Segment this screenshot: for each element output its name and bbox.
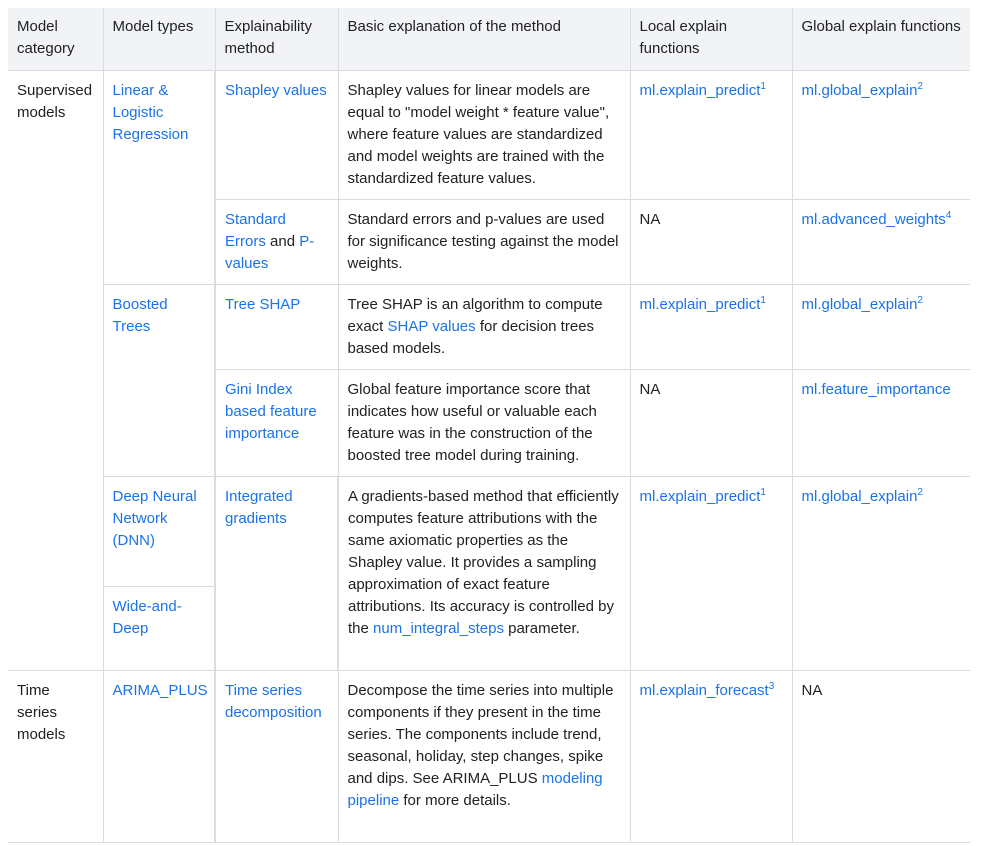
method-cell (215, 200, 338, 285)
explain-forecast-link[interactable]: ml.explain_forecast (639, 682, 769, 699)
global-fn-na: NA (792, 671, 970, 843)
header-basic-explanation: Basic explanation of the method (338, 8, 630, 71)
header-local-explain: Local explain functions (630, 8, 792, 71)
footnote-ref[interactable]: 2 (917, 487, 923, 498)
shap-values-link[interactable]: SHAP values (387, 318, 476, 335)
model-type-linear-link[interactable]: Linear & Logistic Regression (112, 82, 189, 143)
explanation-shapley: Shapley values for linear models are equal to "model weight * feature value", where feature values are standardized and model weights are trained with the standardized feature values. (338, 71, 630, 200)
model-type-cell (103, 587, 215, 671)
model-type-cell (103, 477, 215, 587)
method-cell (215, 285, 338, 370)
method-gini-link[interactable]: Gini Index based feature importance (225, 381, 317, 442)
category-time-series: Time series models (8, 671, 103, 843)
footnote-ref[interactable]: 1 (760, 487, 766, 498)
local-fn-na: NA (630, 200, 792, 285)
method-cell (215, 71, 338, 200)
header-explainability-method: Explainability method (215, 8, 338, 71)
explanation-tree-shap (338, 285, 630, 370)
footnote-ref[interactable]: 2 (917, 81, 923, 92)
local-fn-cell (630, 671, 792, 843)
global-explain-link[interactable]: ml.global_explain (801, 82, 918, 99)
explanation-text: Tree SHAP is an algorithm to compute exact (347, 296, 603, 335)
table-row (8, 71, 970, 200)
feature-importance-link[interactable]: ml.feature_importance (801, 381, 951, 398)
table-row (8, 671, 970, 843)
model-type-cell (103, 71, 215, 285)
explanation-text: for more details. (403, 792, 511, 809)
method-shapley-link[interactable]: Shapley values (225, 82, 327, 99)
explanation-text: parameter. (508, 620, 580, 637)
method-pvalues-link[interactable]: P-values (225, 233, 315, 272)
and-text: and (270, 233, 296, 250)
explanation-std-errors: Standard errors and p-values are used for significance testing against the model weights. (338, 200, 630, 285)
method-std-errors-link[interactable]: Standard Errors (225, 211, 286, 250)
method-ts-decomp-link[interactable]: Time series decomposition (225, 682, 322, 721)
explain-predict-link[interactable]: ml.explain_predict (639, 82, 761, 99)
explanation-text: Decompose the time series into multiple components if they present in the time series. The components include trend, seasonal, holiday, step changes, spike and dips. See ARIMA_PLUS (347, 682, 614, 787)
global-fn-cell (792, 71, 970, 200)
method-tree-shap-link[interactable]: Tree SHAP (225, 296, 301, 313)
footnote-ref[interactable]: 4 (945, 210, 952, 221)
explanation-text: A gradients-based method that efficiently computes feature attributions with the same axiomatic properties as the Shapley value. It provides a sampling approximation of exact feature attributions. Its accuracy is controlled by the (348, 488, 619, 637)
num-integral-steps-link[interactable]: num_integral_steps (373, 620, 504, 637)
global-explain-link[interactable]: ml.global_explain (801, 296, 918, 313)
model-type-arima-link[interactable]: ARIMA_PLUS (112, 682, 208, 699)
model-type-cell (103, 285, 215, 477)
header-row (8, 8, 970, 71)
footnote-ref[interactable]: 2 (917, 295, 923, 306)
footnote-ref[interactable]: 3 (768, 681, 775, 692)
method-cell (215, 477, 338, 671)
model-type-dnn-link[interactable]: Deep Neural Network (DNN) (112, 488, 197, 549)
header-model-category: Model category (8, 8, 103, 71)
local-fn-na: NA (630, 370, 792, 477)
global-explain-link[interactable]: ml.global_explain (801, 488, 918, 505)
explanation-integrated (338, 477, 630, 671)
local-fn-cell (630, 285, 792, 370)
explanation-text: for decision trees based models. (347, 318, 595, 357)
global-fn-cell (792, 370, 970, 477)
local-fn-cell (630, 477, 792, 671)
model-type-cell (103, 671, 215, 843)
category-supervised: Supervised models (8, 71, 103, 671)
explainability-table (8, 8, 970, 843)
explain-predict-link[interactable]: ml.explain_predict (639, 488, 761, 505)
model-type-boosted-link[interactable]: Boosted Trees (112, 296, 168, 335)
local-fn-cell (630, 71, 792, 200)
table-row (8, 477, 970, 587)
table-row (8, 285, 970, 370)
header-global-explain: Global explain functions (792, 8, 970, 71)
modeling-pipeline-link[interactable]: modeling pipeline (347, 770, 603, 809)
header-model-types: Model types (103, 8, 215, 71)
method-cell (215, 370, 338, 477)
method-integrated-link[interactable]: Integrated gradients (225, 488, 293, 527)
advanced-weights-link[interactable]: ml.advanced_weights (801, 211, 946, 228)
footnote-ref[interactable]: 1 (760, 295, 766, 306)
global-fn-cell (792, 285, 970, 370)
explanation-gini: Global feature importance score that indicates how useful or valuable each feature was in the construction of the boosted tree model during training. (338, 370, 630, 477)
model-type-wide-deep-link[interactable]: Wide-and-Deep (112, 598, 182, 637)
global-fn-cell (792, 200, 970, 285)
global-fn-cell (792, 477, 970, 671)
explain-predict-link[interactable]: ml.explain_predict (639, 296, 761, 313)
footnote-ref[interactable]: 1 (760, 81, 766, 92)
method-cell (215, 671, 338, 843)
explanation-ts-decomp (338, 671, 630, 843)
